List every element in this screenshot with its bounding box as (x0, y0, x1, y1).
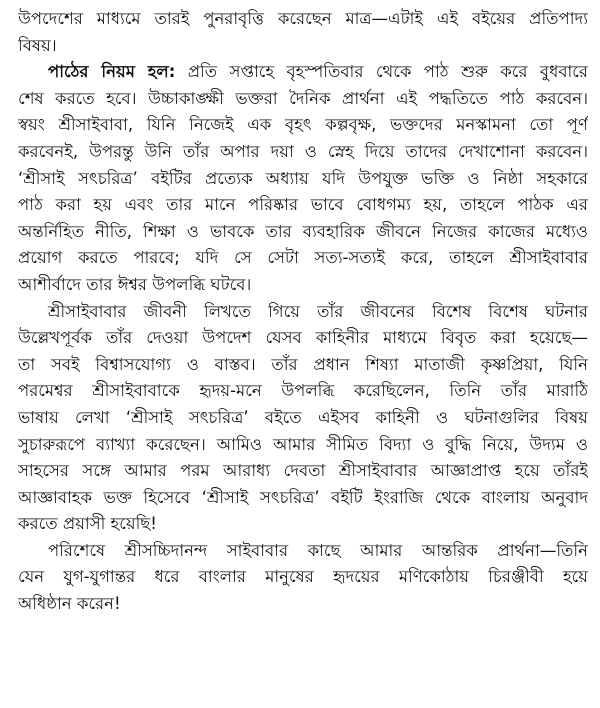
paragraph-2-line: শেষ করতে হবে। উচ্চাকাঙ্ক্ষী ভক্তরা দৈনিক প্রার্থনা এই পদ্ধতিতে পাঠ করবেন। (18, 88, 588, 108)
paragraph-3-line: করতে প্রয়াসী হয়েছি! (18, 514, 157, 534)
paragraph-2-line: স্বয়ং শ্রীসাইবাবা, যিনি নিজেই এক বৃহৎ কল্পবৃক্ষ, ভক্তদের মনস্কামনা তো পূর্ণ (18, 115, 588, 135)
paragraph-4-line: পরিশেষে শ্রীসচ্চিদানন্দ সাইবাবার কাছে আমার আন্তরিক প্রার্থনা—তিনি (48, 540, 588, 560)
paragraph-2-line: করবেনই, উপরন্তু উনি তাঁর অপার দয়া ও স্নেহ দিয়ে তাদের দেখাশোনা করবেন। (18, 141, 588, 161)
paragraph-3-line: উল্লেখপূর্বক তাঁর দেওয়া উপদেশ যেসব কাহিনীর মাধ্যমে বিবৃত করা হয়েছে— (18, 328, 588, 348)
paragraph-2-line: প্রয়োগ করতে পারবে; যদি সে সেটা সত্য-সত্যই করে, তাহলে শ্রীসাইবাবার (18, 248, 588, 268)
paragraph-3-line: আজ্ঞাবাহক ভক্ত হিসেবে ‘শ্রীসাই সৎচরিত্র’ বইটি ইংরাজি থেকে বাংলায় অনুবাদ (18, 487, 588, 507)
paragraph-1-line: উপদেশের মাধ্যমে তারই পুনরাবৃত্তি করেছেন মাত্র—এটাই এই বইয়ের প্রতিপাদ্য (18, 9, 588, 28)
paragraph-2-first-line-text: প্রতি সপ্তাহে বৃহস্পতিবার থেকে পাঠ শুরু করে বুধবারে (175, 62, 588, 82)
paragraph-2-line: ‘শ্রীসাই সৎচরিত্র’ বইটির প্রত্যেক অধ্যায় যদি উপযুক্ত ভক্তি ও নিষ্ঠা সহকারে (18, 168, 588, 188)
paragraph-3 (18, 299, 588, 538)
paragraph-2-line: আশীর্বাদে তার ঈশ্বর উপলব্ধি ঘটবে। (18, 274, 252, 294)
paragraph-1-line: বিষয়। (18, 35, 57, 55)
paragraph-4-line: অধিষ্ঠান করেন! (18, 594, 121, 614)
paragraph-3-line: সুচারুরূপে ব্যাখ্যা করেছেন। আমিও আমার সীমিত বিদ্যা ও বুদ্ধি নিয়ে, উদ্যম ও (18, 434, 588, 454)
paragraph-2-line: পাঠ করা হয় এবং তার মানে পরিষ্কার ভাবে বোধগম্য হয়, তাহলে পাঠক এর (18, 195, 588, 215)
paragraph-4-line: যেন যুগ-যুগান্তর ধরে বাংলার মানুষের হৃদয়ের মণিকোঠায় চিরঞ্জীবী হয়ে (18, 567, 588, 587)
paragraph-3-line: পরমেশ্বর শ্রীসাইবাবাকে হৃদয়-মনে উপলব্ধি করেছিলেন, তিনি তাঁর মারাঠি (18, 381, 588, 401)
paragraph-3-line: সাহসের সঙ্গে আমার পরম আরাধ্য দেবতা শ্রীসাইবাবার আজ্ঞাপ্রাপ্ত হয়ে তাঁরই (18, 461, 588, 481)
paragraph-3-line: শ্রীসাইবাবার জীবনী লিখতে গিয়ে তাঁর জীবনের বিশেষ বিশেষ ঘটনার (48, 301, 588, 321)
paragraph-3-line: ভাষায় লেখা ‘শ্রীসাই সৎচরিত্র’ বইতে এইসব কাহিনী ও ঘটনাগুলির বিষয় (18, 407, 588, 427)
paragraph-2 (18, 59, 588, 298)
paragraph-1 (18, 6, 588, 59)
paragraph-2-first-line (18, 59, 588, 86)
paragraph-4 (18, 538, 588, 618)
reading-rule-heading: পাঠের নিয়ম হল: (48, 62, 176, 82)
paragraph-3-line: তা সবই বিশ্বাসযোগ্য ও বাস্তব। তাঁর প্রধান শিষ্যা মাতাজী কৃষ্ণপ্রিয়া, যিনি (18, 354, 588, 374)
paragraph-2-line: অন্তর্নিহিত নীতি, শিক্ষা ও ভাবকে তার ব্যবহারিক জীবনে নিজের কাজের মধ্যেও (18, 221, 588, 241)
